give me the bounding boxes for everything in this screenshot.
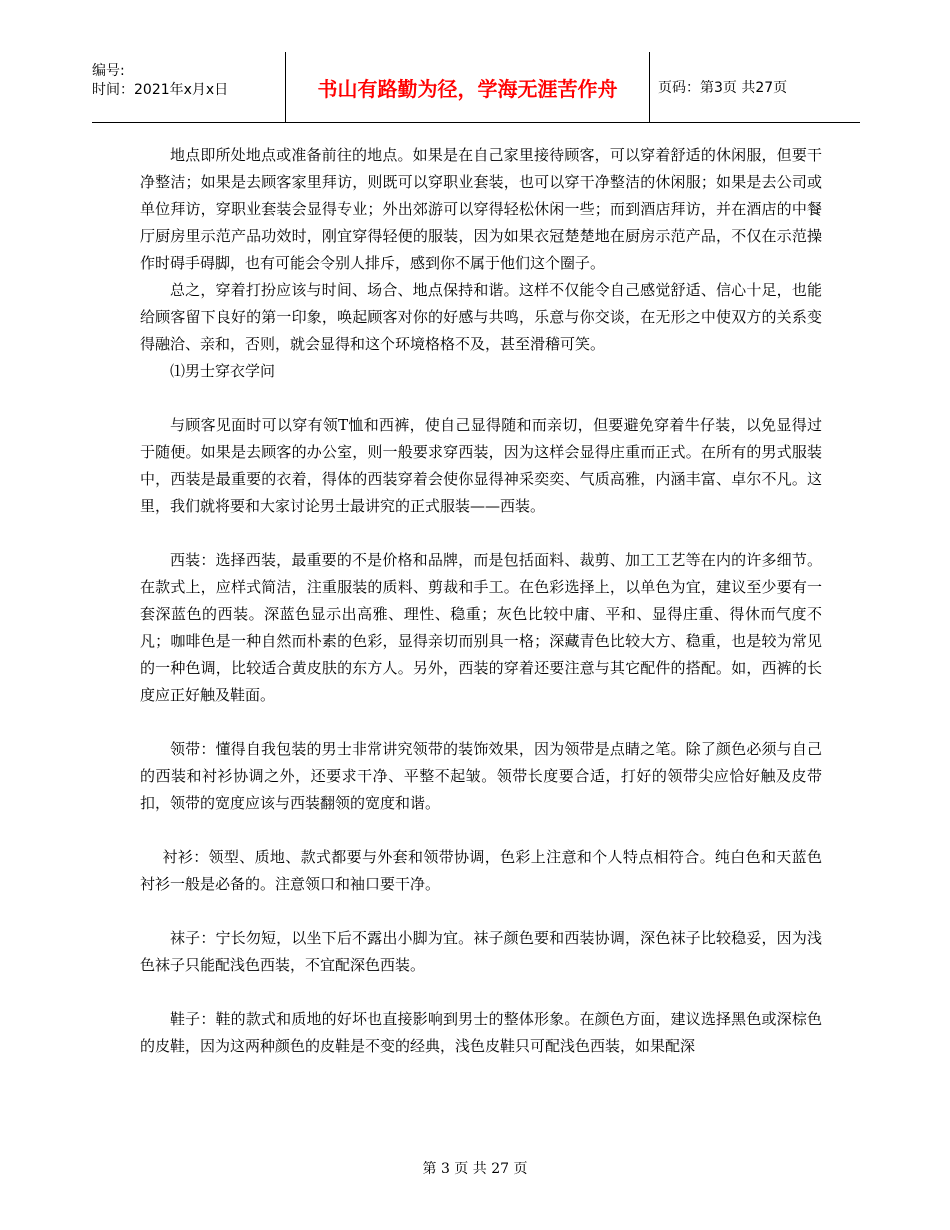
- spacer: [140, 817, 822, 844]
- paragraph-summary: 总之，穿着打扮应该与时间、场合、地点保持和谐。这样不仅能令自己感觉舒适、信心十足，也能给顾客留下良好的第一印象，唤起顾客对你的好感与共鸣，乐意与你交谈，在无形之中使双方的关系变得融洽、亲和，否则，就会显得和这个环境格格不及，甚至滑稽可笑。: [140, 281, 822, 353]
- document-body: [140, 142, 822, 1060]
- spacer: [140, 898, 822, 925]
- doc-number-label: 编号:: [92, 63, 125, 79]
- paragraph-meeting-attire: 与顾客见面时可以穿有领T恤和西裤，使自己显得随和而亲切，但要避免穿着牛仔装，以免显得过于随便。如果是去顾客的办公室，则一般要求穿西装，因为这样会显得庄重而正式。在所有的男式服装中，西装是最重要的衣着，得体的西装穿着会使你显得神采奕奕、气质高雅，内涵丰富、卓尔不凡。这里，我们就将要和大家讨论男士最讲究的正式服装——西装。: [140, 416, 822, 515]
- paragraph-location: 地点即所处地点或准备前往的地点。如果是在自己家里接待顾客，可以穿着舒适的休闲服，但要干净整洁；如果是去顾客家里拜访，则既可以穿职业套装，也可以穿干净整洁的休闲服；如果是去公司或单位拜访，穿职业套装会显得专业；外出郊游可以穿得轻松休闲一些；而到酒店拜访，并在酒店的中餐厅厨房里示范产品功效时，刚宜穿得轻便的服装，因为如果衣冠楚楚地在厨房示范产品，不仅在示范操作时碍手碍脚，也有可能会令别人排斥，感到你不属于他们这个圈子。: [140, 146, 822, 272]
- section-heading-men: ⑴男士穿衣学问: [170, 362, 276, 380]
- page-header: [92, 52, 860, 123]
- paragraph-tie: 领带：懂得自我包装的男士非常讲究领带的装饰效果，因为领带是点睛之笔。除了颜色必须与自己的西装和衬衫协调之外，还要求干净、平整不起皱。领带长度要合适，打好的领带尖应恰好触及皮带扣，领带的宽度应该与西装翻领的宽度和谐。: [140, 740, 822, 812]
- spacer: [140, 520, 822, 547]
- paragraph-suit: 西装：选择西装，最重要的不是价格和品牌，而是包括面料、裁剪、加工工艺等在内的许多细节。在款式上，应样式简洁，注重服装的质料、剪裁和手工。在色彩选择上，以单色为宜，建议至少要有一套深蓝色的西装。深蓝色显示出高雅、理性、稳重；灰色比较中庸、平和、显得庄重、得休而气度不凡；咖啡色是一种自然而朴素的色彩，显得亲切而别具一格；深藏青色比较大方、稳重，也是较为常见的一种色调，比较适合黄皮肤的东方人。另外，西装的穿着还要注意与其它配件的搭配。如，西裤的长度应正好触及鞋面。: [140, 551, 822, 704]
- paragraph-socks: 袜子：宁长勿短，以坐下后不露出小脚为宜。袜子颜色要和西装协调，深色袜子比较稳妥，因为浅色袜子只能配浅色西装，不宜配深色西装。: [140, 929, 822, 974]
- paragraph-shirt: 衬衫：领型、质地、款式都要与外套和领带协调，色彩上注意和个人特点相符合。纯白色和天蓝色衬衫一般是必备的。注意领口和袖口要干净。: [140, 848, 822, 893]
- spacer: [140, 709, 822, 736]
- header-motto: 书山有路勤为径，学海无涯苦作舟: [285, 52, 650, 122]
- page-footer: 第 3 页 共 27 页: [422, 1161, 528, 1177]
- header-meta: [92, 52, 285, 122]
- spacer: [140, 385, 822, 412]
- paragraph-shoes: 鞋子：鞋的款式和质地的好坏也直接影响到男士的整体形象。在颜色方面，建议选择黑色或深棕色的皮鞋，因为这两种颜色的皮鞋是不变的经典，浅色皮鞋只可配浅色西装，如果配深: [140, 1010, 822, 1055]
- spacer: [140, 979, 822, 1006]
- header-page-info: 页码：第3页 共27页: [658, 80, 788, 96]
- doc-date-label: 时间：2021年x月x日: [92, 82, 229, 98]
